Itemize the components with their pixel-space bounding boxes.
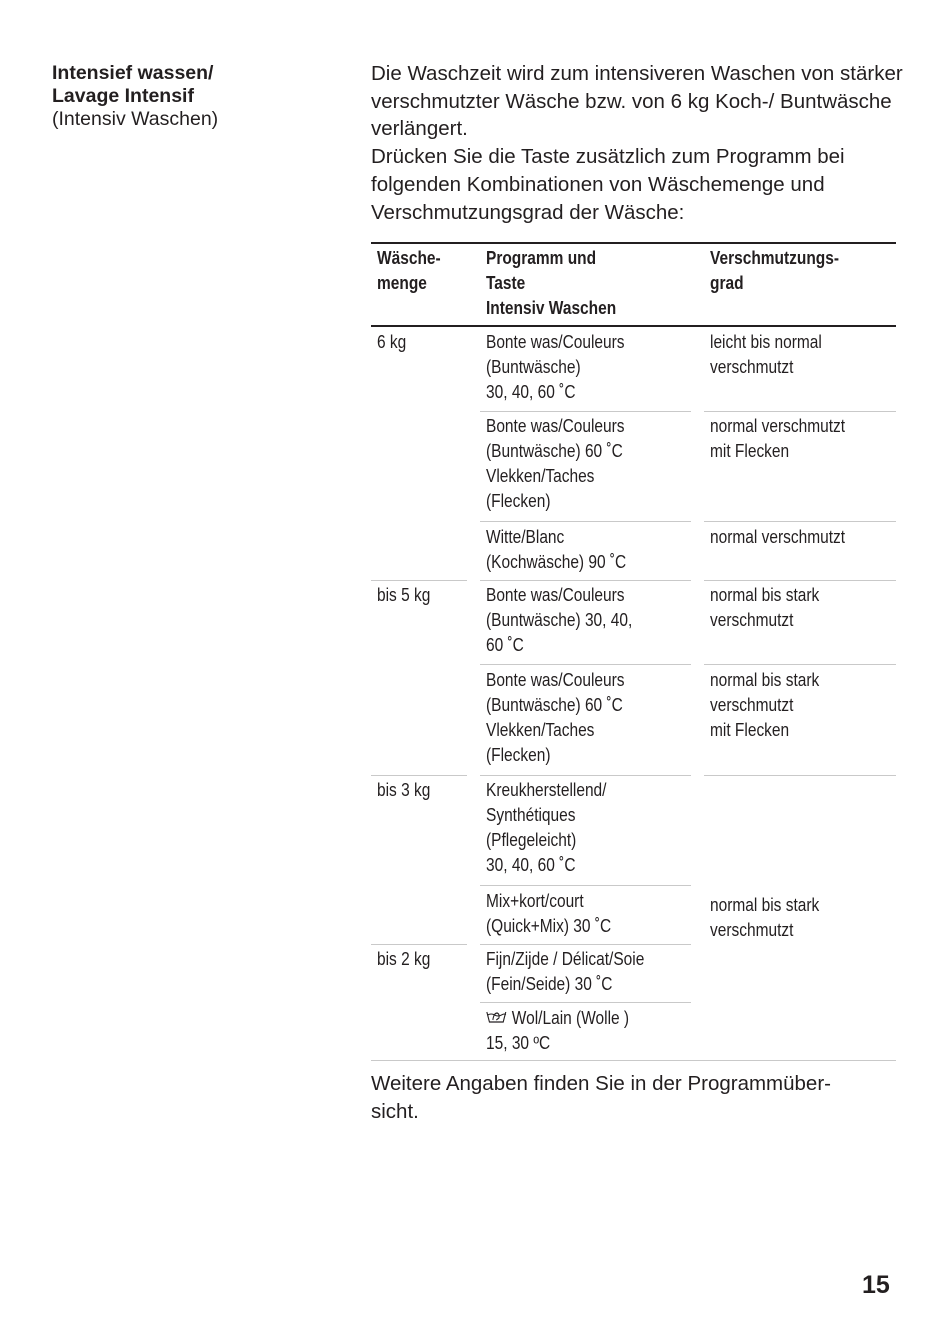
intro-paragraph-2: Drücken Sie die Taste zusätzlich zum Programm bei folgenden Kombinationen von Wäschemenge und Verschmutzungsgrad der Wäsche: [371, 145, 845, 224]
intro-paragraph-1: Die Waschzeit wird zum intensiveren Waschen von stärker verschmutzter Wäsche bzw. von 6 kg Koch-/ Buntwäsche verlängert. [371, 62, 903, 141]
table-bottom-rule [371, 1060, 896, 1061]
program-line: (Flecken) [486, 491, 551, 511]
intro-text [371, 60, 911, 226]
soil-line: mit Flecken [710, 720, 790, 740]
program-cell [486, 414, 625, 514]
program-line: Bonte was/Couleurs [486, 416, 625, 436]
soil-cell [710, 668, 819, 743]
soil-line: leicht bis normal [710, 332, 822, 352]
program-line: Bonte was/Couleurs [486, 670, 625, 690]
row-divider [480, 885, 691, 886]
program-cell [486, 330, 625, 405]
amount-cell: bis 3 kg [377, 780, 431, 800]
program-line: (Buntwäsche) 60 ˚C [486, 695, 623, 715]
header-amount-line: Wäsche- [377, 248, 441, 268]
amount-cell: bis 5 kg [377, 585, 431, 605]
soil-line: mit Flecken [710, 441, 790, 461]
header-soil-line: Verschmutzungs- [710, 248, 840, 268]
program-cell [486, 525, 626, 575]
soil-cell [710, 893, 819, 943]
program-line: Bonte was/Couleurs [486, 332, 625, 352]
program-line: Synthétiques [486, 805, 576, 825]
soil-line: normal bis stark [710, 585, 820, 605]
program-line: (Quick+Mix) 30 ˚C [486, 916, 612, 936]
soil-line: verschmutzt [710, 695, 794, 715]
header-soil-line: grad [710, 273, 744, 293]
program-line: (Fein/Seide) 30 ˚C [486, 974, 613, 994]
program-line: (Flecken) [486, 745, 551, 765]
program-line: Mix+kort/court [486, 891, 584, 911]
row-divider [371, 580, 467, 581]
row-divider [480, 1002, 691, 1003]
row-divider [704, 664, 896, 665]
row-divider [480, 411, 691, 412]
table-header-rule [371, 325, 896, 327]
amount-cell: bis 2 kg [377, 949, 431, 969]
program-line: (Kochwäsche) 90 ˚C [486, 552, 627, 572]
footer-line: Weitere Angaben finden Sie in der Programmüber- [371, 1072, 831, 1095]
program-line: Vlekken/Taches [486, 466, 595, 486]
program-cell [486, 947, 644, 997]
section-heading [52, 62, 218, 131]
soil-line: verschmutzt [710, 357, 794, 377]
program-line: (Pflegeleicht) [486, 830, 577, 850]
header-amount [377, 246, 441, 296]
program-cell [486, 583, 632, 658]
program-line: Fijn/Zijde / Délicat/Soie [486, 949, 645, 969]
header-program [486, 246, 616, 321]
program-line: Vlekken/Taches [486, 720, 595, 740]
program-line: (Buntwäsche) 30, 40, [486, 610, 633, 630]
program-line: (Buntwäsche) [486, 357, 581, 377]
program-line: Witte/Blanc [486, 527, 565, 547]
heading-line-1: Intensief wassen/ [52, 62, 214, 84]
program-cell [486, 778, 606, 878]
header-program-line: Taste [486, 273, 526, 293]
page-number: 15 [862, 1271, 890, 1299]
row-divider [480, 580, 691, 581]
soil-line: normal verschmutzt [710, 527, 846, 547]
program-text: Wol/Lain (Wolle ) [511, 1008, 630, 1028]
table-top-rule [371, 242, 896, 244]
program-line: Kreukherstellend/ [486, 780, 607, 800]
soil-line: normal bis stark [710, 895, 820, 915]
program-line [486, 1006, 629, 1031]
soil-line: normal bis stark [710, 670, 820, 690]
program-line: 15, 30 ºC [486, 1033, 551, 1053]
soil-cell [710, 414, 845, 464]
program-cell [486, 668, 625, 768]
row-divider [704, 411, 896, 412]
program-cell [486, 889, 611, 939]
soil-line: verschmutzt [710, 610, 794, 630]
row-divider [704, 521, 896, 522]
heading-line-2: Lavage Intensif [52, 85, 194, 107]
row-divider [480, 775, 691, 776]
program-line: (Buntwäsche) 60 ˚C [486, 441, 623, 461]
program-cell [486, 1006, 629, 1056]
header-amount-line: menge [377, 273, 427, 293]
soil-cell [710, 525, 845, 550]
heading-subtitle: (Intensiv Waschen) [52, 108, 219, 130]
footer-note [371, 1070, 891, 1125]
program-line: 30, 40, 60 ˚C [486, 382, 576, 402]
row-divider [480, 664, 691, 665]
soil-line: verschmutzt [710, 920, 794, 940]
header-soil [710, 246, 839, 296]
soil-line: normal verschmutzt [710, 416, 846, 436]
wool-handwash-icon [486, 1008, 507, 1025]
header-program-line: Intensiv Waschen [486, 298, 617, 318]
header-program-line: Programm und [486, 248, 597, 268]
program-line: 60 ˚C [486, 635, 524, 655]
row-divider [480, 944, 691, 945]
soil-cell [710, 583, 819, 633]
row-divider [480, 521, 691, 522]
program-line: 30, 40, 60 ˚C [486, 855, 576, 875]
soil-cell [710, 330, 822, 380]
program-line: Bonte was/Couleurs [486, 585, 625, 605]
row-divider [371, 944, 467, 945]
row-divider [704, 775, 896, 776]
footer-line: sicht. [371, 1099, 419, 1123]
amount-cell: 6 kg [377, 332, 407, 352]
row-divider [371, 775, 467, 776]
row-divider [704, 580, 896, 581]
